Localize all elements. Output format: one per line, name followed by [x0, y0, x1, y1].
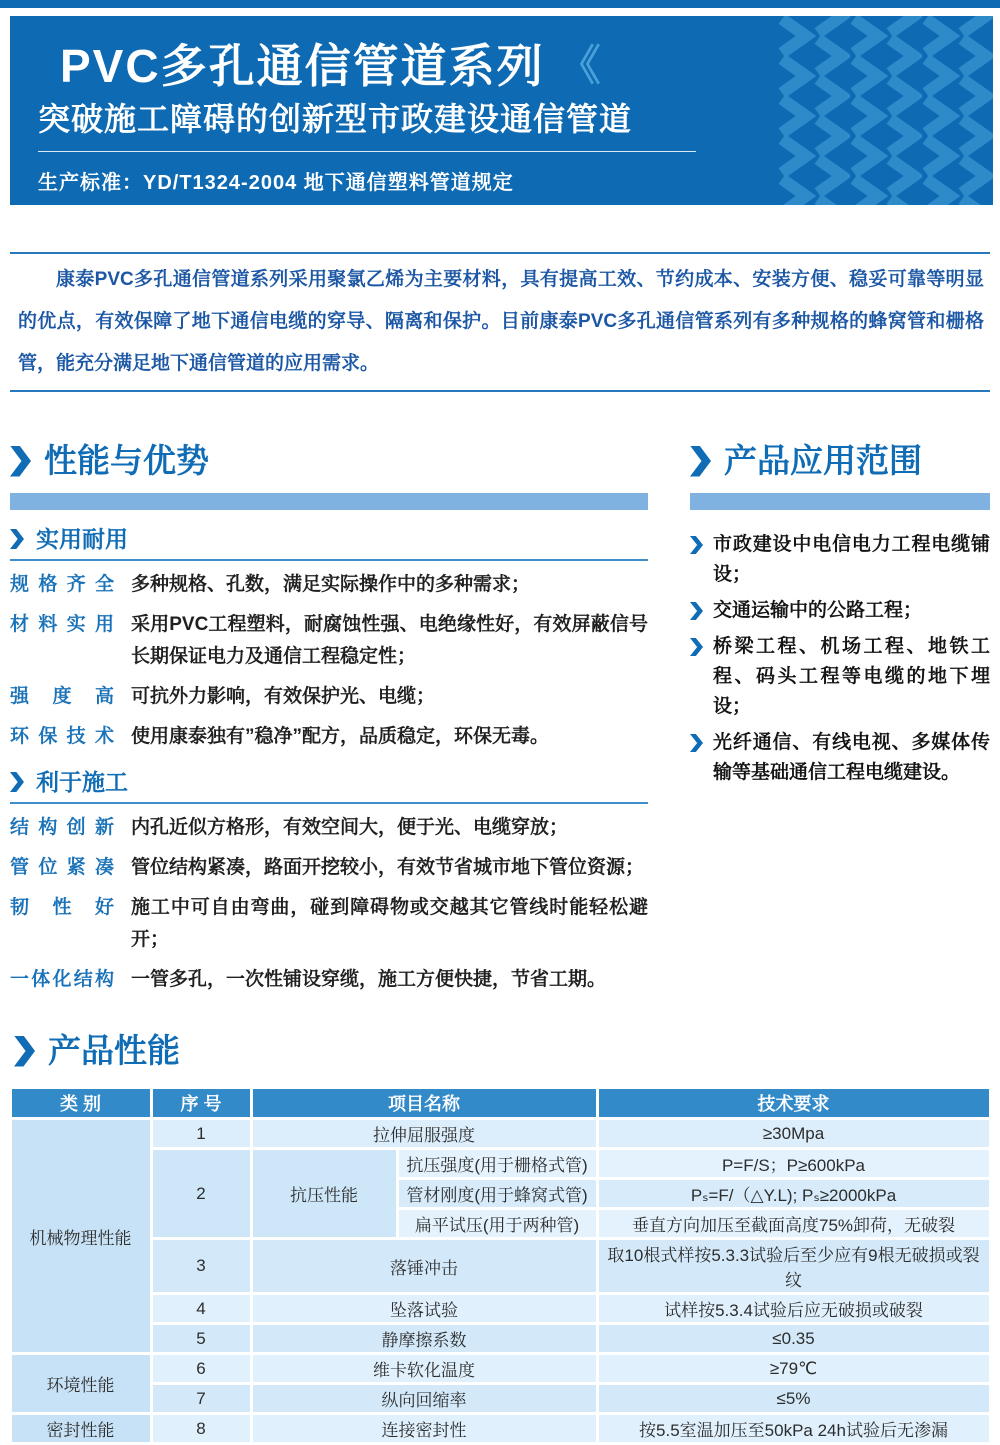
feature-text: 可抗外力影响，有效保护光、电缆； [131, 686, 436, 707]
requirement: 垂直方向加压至截面高度75%卸荷，无破裂 [597, 1209, 990, 1239]
sub-item-name: 扁平试压(用于两种管) [397, 1209, 597, 1239]
requirement: Pₛ=F/（△Y.L); Pₛ≥2000kPa [597, 1179, 990, 1209]
feature-label: 结构创新 [10, 817, 114, 838]
spec-table [9, 1086, 992, 1445]
page-title: PVC多孔通信管道系列 [60, 40, 545, 92]
feature-row [10, 721, 648, 753]
section-products-heading [14, 1032, 1000, 1070]
feature-row [10, 609, 648, 673]
item-name: 抗压性能 [251, 1149, 397, 1239]
subsection-construction-heading [10, 769, 648, 804]
requirement: ≤0.35 [597, 1324, 990, 1354]
row-number: 8 [151, 1414, 251, 1444]
feature-row [10, 569, 648, 601]
feature-row [10, 964, 648, 996]
applications-column [690, 442, 990, 996]
feature-text: 管位结构紧凑，路面开挖较小，有效节省城市地下管位资源； [131, 857, 645, 878]
table-row [10, 1324, 990, 1354]
chevron-right-icon [690, 602, 703, 620]
feature-label: 韧性好 [10, 897, 114, 918]
section-performance-title: 性能与优势 [44, 442, 209, 479]
item-name: 拉伸屈服强度 [251, 1119, 597, 1149]
col-header-number: 序 号 [151, 1088, 251, 1119]
chevron-right-icon [690, 446, 711, 477]
application-text: 市政建设中电信电力工程电缆铺设； [713, 534, 990, 585]
application-text: 桥梁工程、机场工程、地铁工程、码头工程等电缆的地下埋设； [713, 636, 990, 717]
table-row [10, 1239, 990, 1294]
col-header-requirement: 技术要求 [597, 1088, 990, 1119]
row-number: 2 [151, 1149, 251, 1239]
requirement: 取10根式样按5.3.3试验后至少应有9根无破损或裂纹 [597, 1239, 990, 1294]
banner [10, 16, 993, 205]
category-cell: 机械物理性能 [10, 1119, 151, 1354]
table-header-row [10, 1088, 990, 1119]
chevron-right-icon [14, 1036, 35, 1067]
table-row [10, 1119, 990, 1149]
performance-column [10, 442, 648, 996]
feature-row [10, 892, 648, 956]
item-name: 静摩擦系数 [251, 1324, 597, 1354]
subsection-construction-title: 利于施工 [36, 769, 128, 795]
intro-paragraph: 康泰PVC多孔通信管道系列采用聚氯乙烯为主要材料，具有提高工效、节约成本、安装方便、稳妥可靠等明显的优点，有效保障了地下通信电缆的穿导、隔离和保护。目前康泰PVC多孔通信管系列有多种规格的蜂窝管和栅格管，能充分满足地下通信管道的应用需求。 [18, 269, 984, 374]
list-item [690, 596, 990, 626]
col-header-category: 类 别 [10, 1088, 151, 1119]
requirement: ≥30Mpa [597, 1119, 990, 1149]
list-item [690, 530, 990, 590]
requirement: ≥79℃ [597, 1354, 990, 1384]
banner-title-row [60, 40, 993, 92]
row-number: 3 [151, 1239, 251, 1294]
row-number: 5 [151, 1324, 251, 1354]
list-item [690, 728, 990, 788]
banner-divider [38, 151, 696, 152]
feature-label: 材料实用 [10, 614, 114, 635]
top-accent-strip [0, 0, 1000, 8]
page-subtitle: 突破施工障碍的创新型市政建设通信管道 [38, 101, 633, 137]
item-name: 纵向回缩率 [251, 1384, 597, 1414]
list-item [690, 632, 990, 722]
row-number: 6 [151, 1354, 251, 1384]
production-standard: 生产标准：YD/T1324-2004 地下通信塑料管道规定 [38, 172, 514, 194]
row-number: 7 [151, 1384, 251, 1414]
col-header-item: 项目名称 [251, 1088, 597, 1119]
chevron-right-icon [690, 734, 703, 752]
row-number: 4 [151, 1294, 251, 1324]
chevron-right-icon [10, 446, 31, 477]
section-applications-heading [690, 442, 990, 480]
chevron-right-icon [10, 529, 24, 549]
two-column-area [10, 442, 990, 996]
category-cell: 密封性能 [10, 1414, 151, 1444]
table-row [10, 1149, 990, 1179]
table-row [10, 1294, 990, 1324]
feature-text: 使用康泰独有”稳净”配方，品质稳定，环保无毒。 [131, 726, 550, 747]
requirement: ≤5% [597, 1384, 990, 1414]
category-cell: 环境性能 [10, 1354, 151, 1414]
row-number: 1 [151, 1119, 251, 1149]
section-applications-title: 产品应用范围 [724, 442, 922, 479]
application-text: 光纤通信、有线电视、多媒体传输等基础通信工程电缆建设。 [713, 732, 990, 783]
feature-label: 强度高 [10, 686, 114, 707]
applications-list [690, 530, 990, 788]
feature-label: 规格齐全 [10, 574, 114, 595]
feature-row [10, 812, 648, 844]
intro-rule-bottom [10, 390, 990, 392]
feature-text: 多种规格、孔数，满足实际操作中的多种需求； [131, 574, 531, 595]
feature-row [10, 681, 648, 713]
subsection-durable-heading [10, 526, 648, 561]
requirement: 试样按5.3.4试验后应无破损或破裂 [597, 1294, 990, 1324]
item-name: 连接密封性 [251, 1414, 597, 1444]
table-row [10, 1354, 990, 1384]
performance-highlight-bar [10, 493, 648, 510]
feature-label: 一体化结构 [10, 969, 114, 990]
requirement: P=F/S；P≥600kPa [597, 1149, 990, 1179]
feature-text: 内孔近似方格形，有效空间大，便于光、电缆穿放； [131, 817, 569, 838]
item-name: 落锤冲击 [251, 1239, 597, 1294]
feature-text: 采用PVC工程塑料，耐腐蚀性强、电绝缘性好，有效屏蔽信号长期保证电力及通信工程稳定性； [131, 614, 648, 667]
chevron-right-icon [690, 536, 703, 554]
applications-highlight-bar [690, 493, 990, 510]
feature-label: 环保技术 [10, 726, 114, 747]
section-performance-heading [10, 442, 648, 480]
feature-row [10, 852, 648, 884]
sub-item-name: 抗压强度(用于栅格式管) [397, 1149, 597, 1179]
table-row [10, 1414, 990, 1444]
intro-section [0, 252, 1000, 392]
feature-text: 施工中可自由弯曲，碰到障碍物或交越其它管线时能轻松避开； [131, 897, 648, 950]
item-name: 维卡软化温度 [251, 1354, 597, 1384]
chevron-right-icon [10, 772, 24, 792]
subsection-durable-title: 实用耐用 [36, 526, 128, 552]
item-name: 坠落试验 [251, 1294, 597, 1324]
table-row [10, 1384, 990, 1414]
application-text: 交通运输中的公路工程； [713, 600, 923, 621]
sub-item-name: 管材刚度(用于蜂窝式管) [397, 1179, 597, 1209]
feature-text: 一管多孔，一次性铺设穿缆，施工方便快捷，节省工期。 [131, 969, 607, 990]
double-chevron-left-icon: 《 [558, 42, 601, 89]
section-products-title: 产品性能 [48, 1032, 180, 1069]
requirement: 按5.5室温加压至50kPa 24h试验后无渗漏 [597, 1414, 990, 1444]
feature-label: 管位紧凑 [10, 857, 114, 878]
chevron-right-icon [690, 638, 703, 656]
